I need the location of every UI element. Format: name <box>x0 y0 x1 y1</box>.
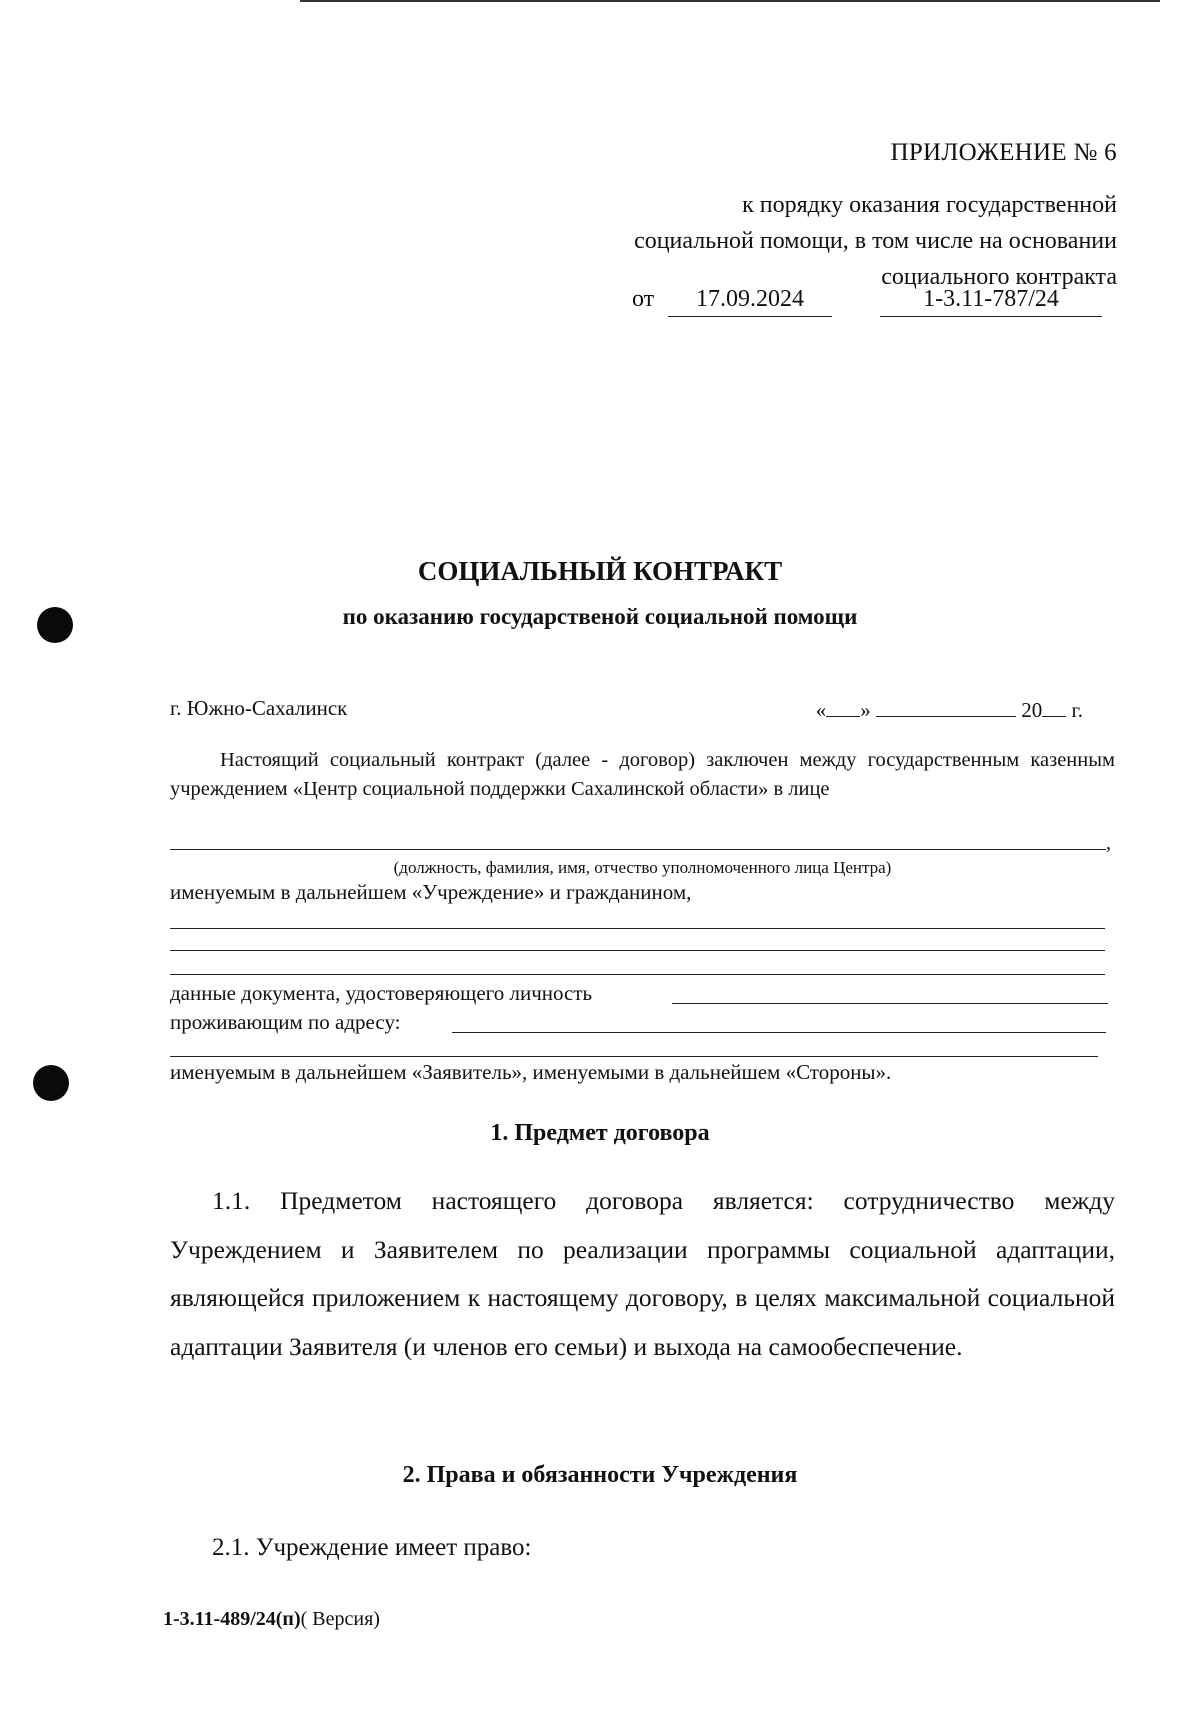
id-document-label: данные документа, удостоверяющего личность <box>170 981 593 1005</box>
document-subtitle: по оказанию государственой социальной помощи <box>342 604 858 629</box>
contract-date-placeholder <box>816 696 1083 723</box>
section-1-heading: 1. Предмет договора <box>490 1120 710 1146</box>
section-1-text: 1.1. Предметом настоящего договора является: сотрудничество между Учреждением и Заявителем по реализации программы социальной адаптации, являющейся приложением к настоящему договору, в целях максимальной социальной адаптации Заявителя (и членов его семьи) и выхода на самообеспечение. <box>170 1186 1115 1361</box>
year-suffix: г. <box>1071 698 1083 722</box>
approval-date-row <box>632 286 1102 320</box>
footer-code-rest: ( Версия) <box>300 1608 380 1630</box>
document-title: СОЦИАЛЬНЫЙ КОНТРАКТ <box>417 556 783 586</box>
close-quote: » <box>860 698 871 722</box>
address-label: проживающим по адресу: <box>170 1010 401 1034</box>
date-prefix: от <box>632 286 655 312</box>
appendix-title: ПРИЛОЖЕНИЕ № 6 <box>890 139 1117 166</box>
day-blank <box>826 696 860 717</box>
section-2-item: 2.1. Учреждение имеет право: <box>212 1534 532 1561</box>
approval-date: 17.09.2024 <box>668 286 832 317</box>
citizen-blank-line-3 <box>170 974 1105 975</box>
parties-text: именуемым в дальнейшем «Заявитель», именуемыми в дальнейшем «Стороны». <box>170 1060 892 1084</box>
section-1-paragraph <box>170 1177 1115 1371</box>
approval-line: социальной помощи, в том числе на основании <box>634 228 1117 254</box>
citizen-blank-line-2 <box>170 950 1105 951</box>
comma-mark: , <box>1106 832 1111 854</box>
approval-line: социального контракта <box>881 264 1117 290</box>
approval-line: к порядку оказания государственной <box>742 192 1117 218</box>
intro-text: Настоящий социальный контракт (далее - договор) заключен между государственным казенным учреждением «Центр социальной поддержки Сахалинской области» в лице <box>170 749 1115 800</box>
top-scan-line <box>300 0 1160 2</box>
year-prefix: 20 <box>1021 698 1043 722</box>
intro-paragraph <box>170 746 1115 804</box>
month-blank <box>876 696 1016 717</box>
footer-code <box>163 1608 380 1631</box>
year-blank <box>1042 696 1066 717</box>
footer-code-bold: 1-3.11-489/24(п) <box>163 1608 301 1630</box>
address-blank <box>452 1032 1106 1033</box>
approval-block <box>634 187 1117 295</box>
punch-hole-lower <box>33 1065 69 1101</box>
section-2-heading: 2. Права и обязанности Учреждения <box>402 1462 798 1488</box>
address-blank-2 <box>170 1056 1098 1057</box>
representative-blank-line <box>170 849 1106 850</box>
representative-caption: (должность, фамилия, имя, отчество уполномоченного лица Центра) <box>393 858 892 877</box>
open-quote: « <box>815 698 827 722</box>
citizen-blank-line-1 <box>170 928 1105 929</box>
id-document-blank <box>672 1003 1108 1004</box>
institution-text: именуемым в дальнейшем «Учреждение» и гражданином, <box>170 880 692 904</box>
approval-number: 1-3.11-787/24 <box>880 286 1102 317</box>
city: г. Южно-Сахалинск <box>170 696 348 720</box>
